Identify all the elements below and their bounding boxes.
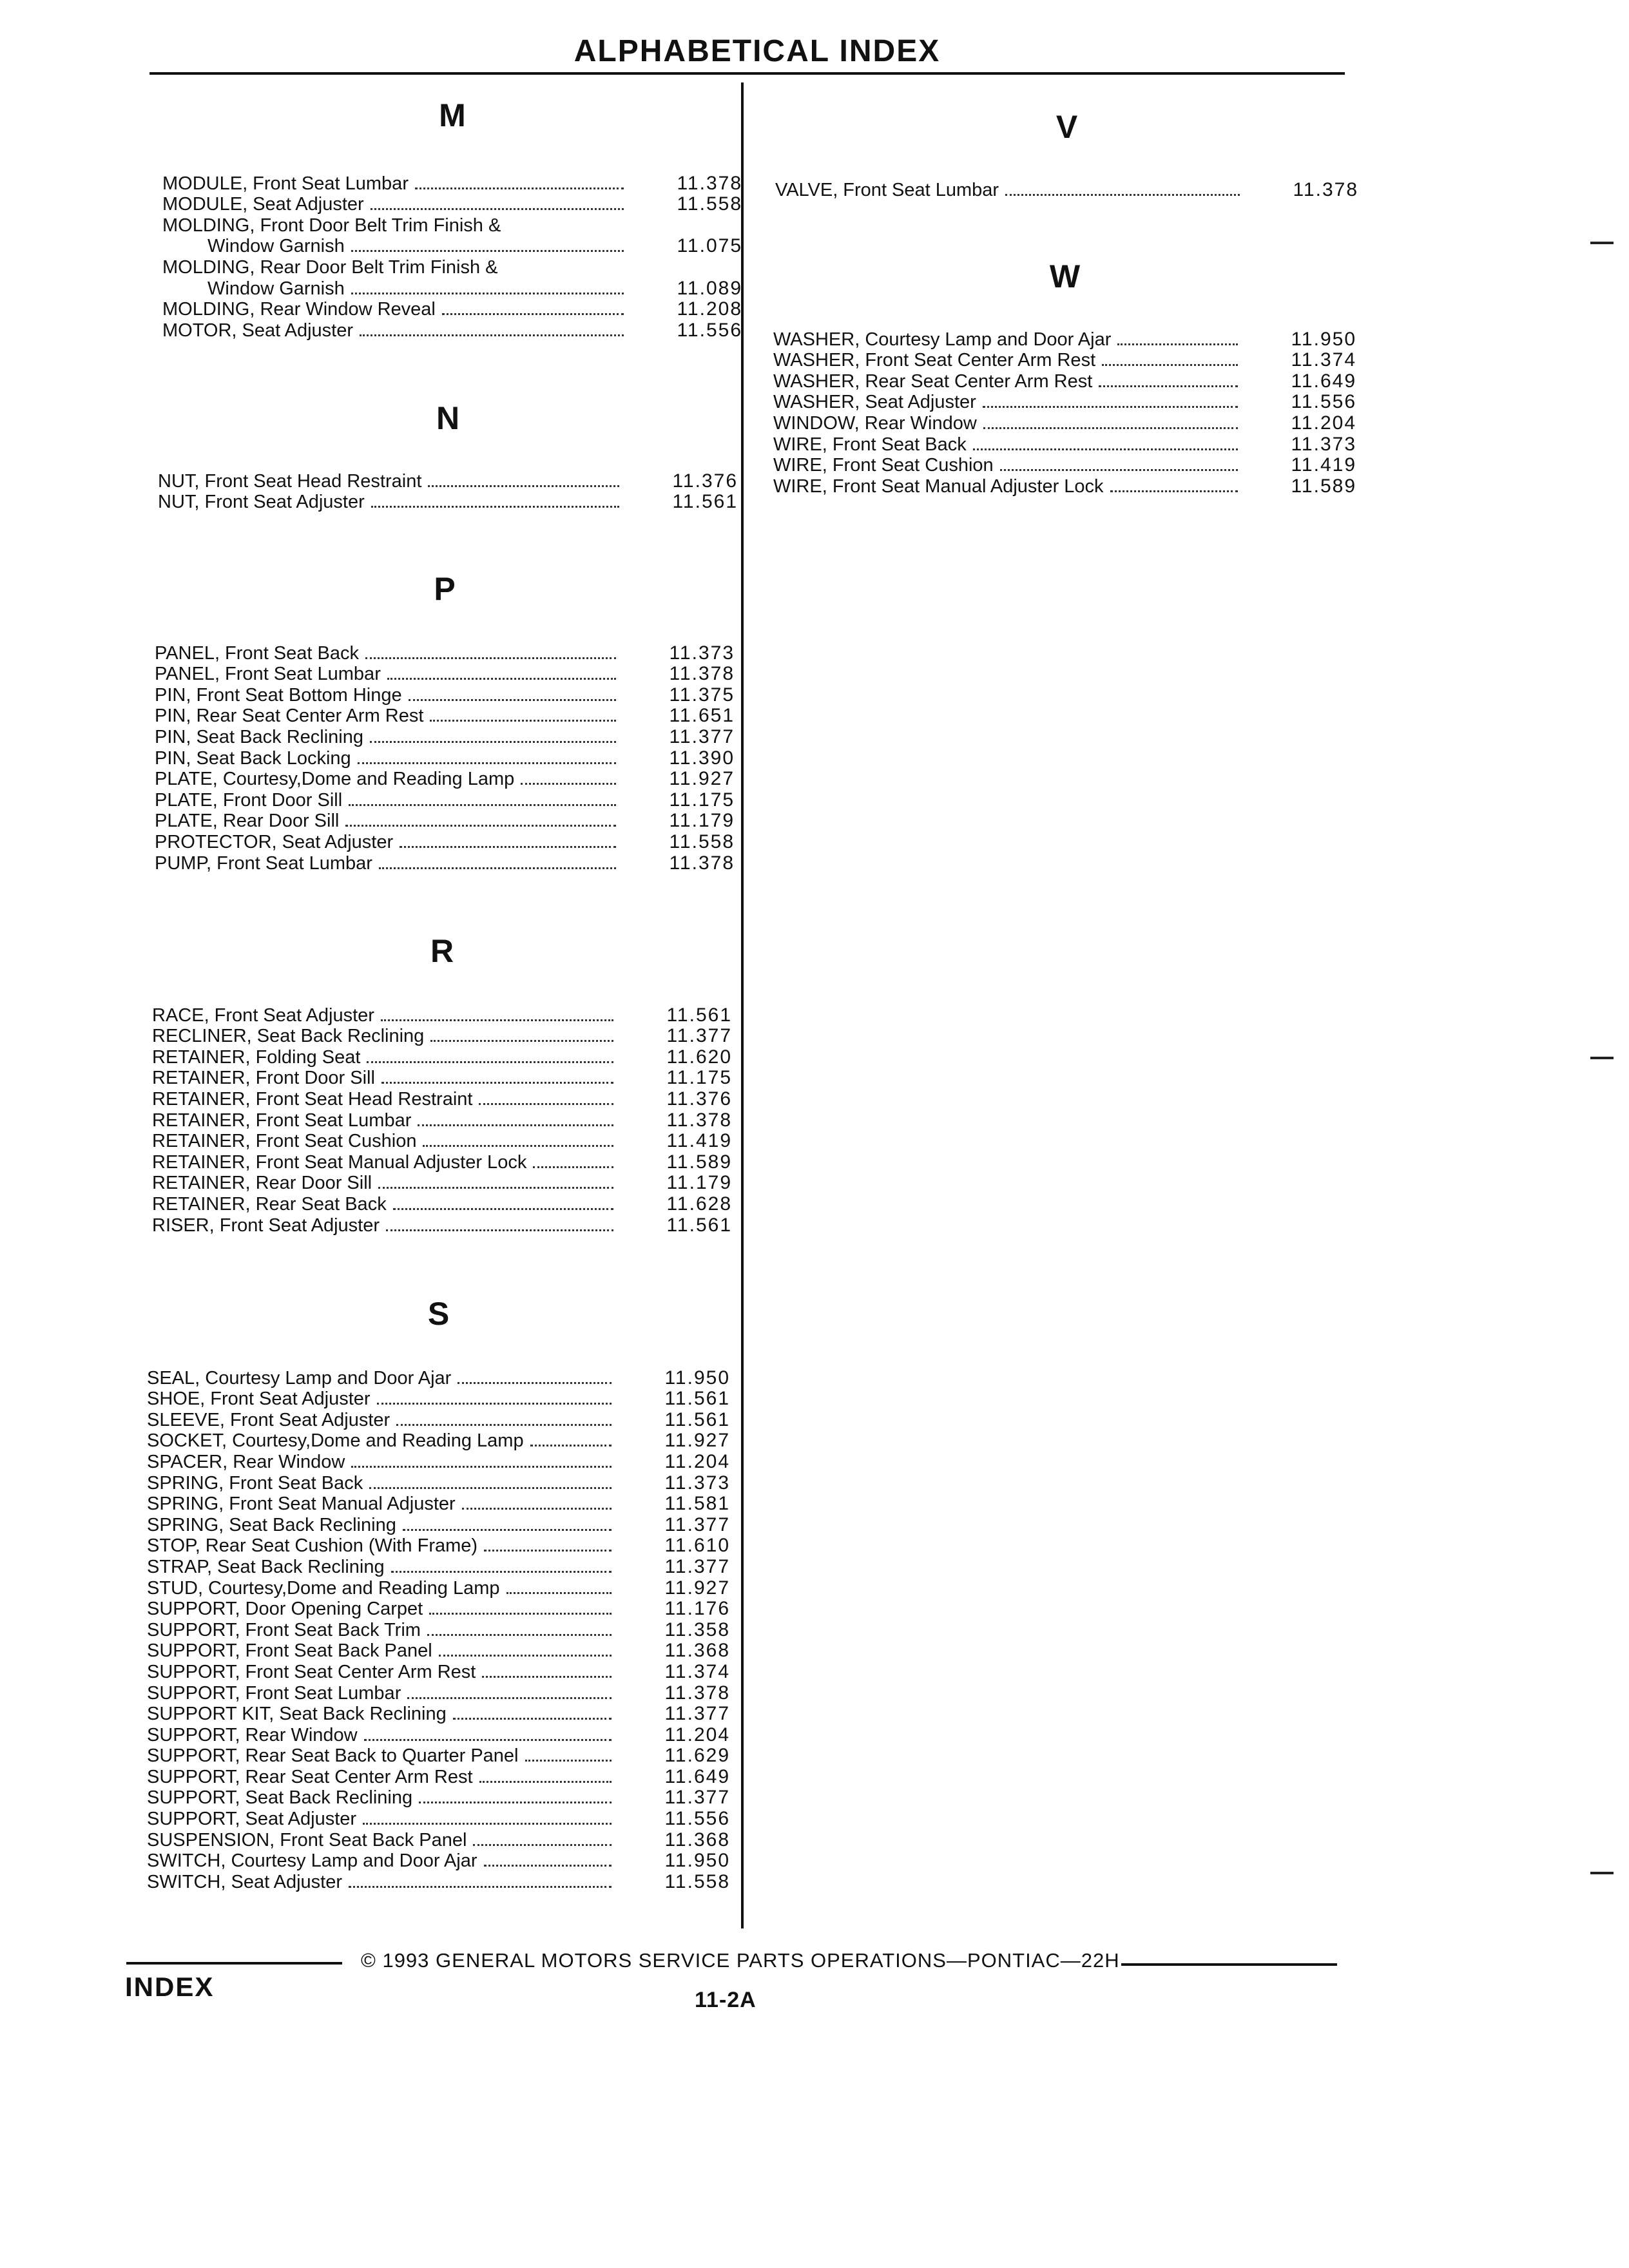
entry-label: WASHER, Front Seat Center Arm Rest (773, 350, 1096, 371)
entry-page-ref: 11.561 (672, 491, 738, 513)
index-entry (152, 1046, 732, 1068)
entry-label: PIN, Seat Back Reclining (155, 726, 363, 747)
dot-leader (403, 1529, 612, 1531)
entry-page-ref: 11.374 (1291, 349, 1356, 371)
index-entry (155, 789, 735, 811)
entry-page-ref: 11.179 (669, 810, 735, 832)
dot-leader (377, 1403, 612, 1405)
index-entry (152, 1110, 732, 1131)
dot-leader (521, 783, 616, 785)
entry-list (152, 1004, 732, 1236)
index-entry (773, 350, 1356, 371)
entry-label: MOLDING, Front Door Belt Trim Finish & (162, 215, 501, 236)
index-entry (155, 769, 735, 790)
entry-page-ref: 11.581 (664, 1493, 730, 1515)
footer-rule-left (126, 1962, 342, 1965)
entry-page-ref: 11.368 (664, 1640, 730, 1662)
dot-leader (369, 1487, 612, 1489)
entry-label: RETAINER, Folding Seat (152, 1046, 361, 1068)
dot-leader (430, 720, 616, 722)
column-divider (741, 82, 744, 1928)
index-entry (147, 1472, 730, 1494)
index-entry (162, 256, 742, 278)
entry-page-ref: 11.589 (1291, 475, 1356, 497)
index-entry (147, 1451, 730, 1472)
index-entry (155, 811, 735, 832)
dot-leader (349, 1886, 612, 1888)
dot-leader (351, 250, 624, 252)
entry-page-ref: 11.927 (664, 1430, 730, 1452)
entry-label: STUD, Courtesy,Dome and Reading Lamp (147, 1577, 500, 1599)
entry-label: PROTECTOR, Seat Adjuster (155, 831, 394, 852)
dot-leader (484, 1865, 612, 1867)
index-entry (162, 194, 742, 215)
dot-leader (530, 1445, 612, 1446)
entry-label: WASHER, Courtesy Lamp and Door Ajar (773, 329, 1112, 350)
entry-label: RETAINER, Rear Seat Back (152, 1193, 387, 1215)
section-letter: N (436, 400, 460, 436)
entry-page-ref: 11.373 (1291, 433, 1356, 455)
entry-label: PANEL, Front Seat Back (155, 642, 359, 664)
entry-label: SUPPORT, Rear Seat Back to Quarter Panel (147, 1745, 519, 1767)
index-entry (147, 1430, 730, 1452)
dot-leader (364, 1739, 612, 1741)
index-entry (147, 1577, 730, 1599)
dot-leader (439, 1655, 612, 1657)
index-entry (147, 1745, 730, 1767)
index-entry (773, 329, 1356, 350)
entry-page-ref: 11.204 (664, 1724, 730, 1745)
dot-leader (371, 208, 624, 210)
dot-leader (533, 1166, 613, 1168)
dot-leader (473, 1844, 612, 1846)
entry-page-ref: 11.378 (664, 1682, 730, 1704)
dot-leader (1000, 469, 1238, 471)
entry-label: RETAINER, Rear Door Sill (152, 1173, 372, 1194)
index-entry (162, 236, 742, 257)
dot-leader (419, 1802, 612, 1803)
index-entry (155, 664, 735, 685)
entry-page-ref: 11.375 (669, 684, 735, 706)
entry-list (155, 642, 735, 874)
index-entry (155, 706, 735, 727)
entry-page-ref: 11.377 (664, 1514, 730, 1535)
entry-label: PANEL, Front Seat Lumbar (155, 664, 381, 685)
dot-leader (423, 1145, 613, 1147)
entry-page-ref: 11.927 (669, 768, 735, 790)
entry-label: SPRING, Seat Back Reclining (147, 1514, 396, 1535)
index-entry (162, 299, 742, 320)
index-entry (155, 642, 735, 664)
index-entry (152, 1131, 732, 1152)
dot-leader (458, 1382, 612, 1384)
index-entry (147, 1640, 730, 1662)
section-letter: S (427, 1296, 450, 1332)
entry-page-ref: 11.377 (664, 1703, 730, 1725)
dot-leader (453, 1718, 612, 1720)
entry-label: SPRING, Front Seat Manual Adjuster (147, 1494, 456, 1515)
index-entry (147, 1871, 730, 1892)
entry-label: SLEEVE, Front Seat Adjuster (147, 1409, 390, 1430)
entry-label: WIRE, Front Seat Cushion (773, 455, 994, 476)
dot-leader (360, 334, 624, 336)
index-entry (152, 1215, 732, 1236)
entry-page-ref: 11.556 (677, 319, 742, 341)
entry-label: NUT, Front Seat Head Restraint (158, 470, 422, 492)
margin-tick-mark (1590, 1057, 1614, 1059)
entry-page-ref: 11.378 (1293, 178, 1358, 200)
entry-page-ref: 11.950 (664, 1367, 730, 1389)
entry-list (773, 329, 1356, 497)
dot-leader (429, 1613, 612, 1615)
index-entry (155, 684, 735, 706)
index-entry (162, 278, 742, 299)
entry-label: RETAINER, Front Seat Manual Adjuster Lock (152, 1151, 527, 1173)
dot-leader (379, 867, 616, 869)
dot-leader (983, 427, 1238, 429)
entry-page-ref: 11.620 (666, 1046, 732, 1068)
entry-label: MOLDING, Rear Door Belt Trim Finish & (162, 256, 498, 278)
index-entry (147, 1599, 730, 1620)
dot-leader (506, 1592, 612, 1594)
entry-page-ref: 11.950 (1291, 328, 1356, 350)
dot-leader (430, 1040, 613, 1042)
entry-label: SWITCH, Seat Adjuster (147, 1871, 342, 1892)
index-entry (147, 1494, 730, 1515)
index-entry (147, 1787, 730, 1809)
index-entry (773, 476, 1356, 497)
entry-label: SUPPORT, Rear Seat Center Arm Rest (147, 1766, 473, 1787)
entry-label: WASHER, Rear Seat Center Arm Rest (773, 370, 1093, 392)
section-letter: M (439, 97, 466, 133)
dot-leader (428, 485, 619, 487)
dot-leader (484, 1550, 612, 1552)
index-entry (152, 1004, 732, 1026)
entry-label: SEAL, Courtesy Lamp and Door Ajar (147, 1367, 452, 1389)
dot-leader (418, 1124, 613, 1126)
dot-leader (525, 1760, 612, 1762)
dot-leader (363, 1823, 612, 1825)
entry-list (775, 179, 1358, 200)
dot-leader (479, 1103, 613, 1105)
index-entry (152, 1151, 732, 1173)
index-entry (152, 1026, 732, 1047)
dot-leader (415, 187, 624, 189)
entry-label: SUPPORT, Front Seat Back Trim (147, 1619, 421, 1640)
index-entry (158, 492, 738, 513)
entry-label: RETAINER, Front Seat Lumbar (152, 1110, 412, 1131)
index-entry (155, 852, 735, 874)
entry-page-ref: 11.374 (664, 1660, 730, 1682)
dot-leader (345, 825, 616, 827)
entry-page-ref: 11.204 (664, 1450, 730, 1472)
entry-page-ref: 11.950 (664, 1850, 730, 1872)
index-entry (155, 747, 735, 769)
dot-leader (1099, 385, 1238, 387)
index-entry (147, 1829, 730, 1850)
dot-leader (381, 1082, 613, 1084)
dot-leader (462, 1508, 612, 1510)
entry-label: WIRE, Front Seat Back (773, 434, 967, 455)
section-letter: R (430, 933, 454, 969)
dot-leader (391, 1571, 612, 1573)
entry-page-ref: 11.075 (677, 235, 742, 257)
entry-label: SUPPORT KIT, Seat Back Reclining (147, 1704, 447, 1725)
entry-page-ref: 11.378 (669, 852, 735, 874)
entry-page-ref: 11.651 (669, 705, 735, 727)
index-entry (162, 173, 742, 194)
index-entry (147, 1808, 730, 1829)
index-entry (152, 1193, 732, 1215)
entry-label: SPACER, Rear Window (147, 1451, 345, 1472)
dot-leader (479, 1781, 612, 1783)
index-entry (147, 1724, 730, 1745)
entry-page-ref: 11.089 (677, 277, 742, 299)
section-letter: P (434, 571, 456, 607)
entry-label: STOP, Rear Seat Cushion (With Frame) (147, 1535, 478, 1557)
entry-label: SUPPORT, Seat Back Reclining (147, 1787, 413, 1809)
entry-page-ref: 11.419 (666, 1130, 732, 1152)
index-entry (147, 1556, 730, 1577)
entry-label: RACE, Front Seat Adjuster (152, 1004, 374, 1026)
index-entry (155, 726, 735, 747)
entry-page-ref: 11.629 (664, 1745, 730, 1767)
entry-label: Window Garnish (207, 278, 345, 299)
dot-leader (387, 678, 616, 680)
index-entry (147, 1704, 730, 1725)
entry-label: SUPPORT, Seat Adjuster (147, 1809, 357, 1830)
entry-page-ref: 11.927 (664, 1577, 730, 1599)
dot-leader (370, 741, 616, 743)
entry-label: MODULE, Front Seat Lumbar (162, 173, 409, 194)
index-entry (147, 1514, 730, 1535)
entry-page-ref: 11.378 (677, 172, 742, 194)
index-entry (147, 1850, 730, 1872)
entry-page-ref: 11.376 (666, 1088, 732, 1110)
index-entry (147, 1389, 730, 1410)
dot-leader (371, 506, 619, 508)
index-entry (162, 320, 742, 341)
entry-page-ref: 11.561 (666, 1214, 732, 1236)
index-entry (773, 412, 1356, 434)
entry-page-ref: 11.556 (1291, 391, 1356, 413)
dot-leader (1102, 364, 1238, 366)
entry-page-ref: 11.204 (1291, 412, 1356, 434)
index-entry (152, 1088, 732, 1110)
entry-label: WASHER, Seat Adjuster (773, 392, 976, 413)
entry-label: WINDOW, Rear Window (773, 412, 977, 434)
entry-label: RECLINER, Seat Back Reclining (152, 1026, 425, 1047)
entry-page-ref: 11.628 (666, 1193, 732, 1215)
entry-page-ref: 11.377 (666, 1025, 732, 1047)
entry-label: PIN, Rear Seat Center Arm Rest (155, 706, 424, 727)
entry-page-ref: 11.649 (1291, 370, 1356, 392)
entry-page-ref: 11.378 (666, 1109, 732, 1131)
index-entry (158, 470, 738, 492)
index-entry (147, 1535, 730, 1557)
entry-page-ref: 11.377 (664, 1787, 730, 1809)
dot-leader (351, 293, 624, 294)
entry-label: SHOE, Front Seat Adjuster (147, 1389, 371, 1410)
entry-label: WIRE, Front Seat Manual Adjuster Lock (773, 476, 1104, 497)
dot-leader (973, 448, 1238, 450)
entry-label: PIN, Front Seat Bottom Hinge (155, 684, 402, 706)
entry-label: SUPPORT, Front Seat Back Panel (147, 1640, 432, 1662)
entry-page-ref: 11.558 (677, 193, 742, 215)
entry-label: PLATE, Front Door Sill (155, 789, 343, 811)
entry-page-ref: 11.561 (664, 1388, 730, 1410)
index-entry (147, 1409, 730, 1430)
entry-label: SPRING, Front Seat Back (147, 1472, 363, 1494)
dot-leader (442, 313, 624, 315)
footer-rule-right (1121, 1963, 1337, 1966)
entry-label: SUPPORT, Front Seat Center Arm Rest (147, 1661, 476, 1682)
dot-leader (1005, 194, 1240, 196)
dot-leader (393, 1208, 613, 1210)
dot-leader (1110, 490, 1238, 492)
entry-label: NUT, Front Seat Adjuster (158, 492, 365, 513)
entry-label: SOCKET, Courtesy,Dome and Reading Lamp (147, 1430, 524, 1452)
section-letter: V (1055, 109, 1078, 145)
index-entry (152, 1173, 732, 1194)
margin-tick-mark (1590, 242, 1614, 244)
dot-leader (482, 1676, 612, 1678)
entry-label: SUPPORT, Door Opening Carpet (147, 1599, 423, 1620)
index-entry (162, 215, 742, 236)
entry-label: SUPPORT, Front Seat Lumbar (147, 1682, 401, 1704)
entry-page-ref: 11.558 (669, 831, 735, 852)
dot-leader (381, 1019, 613, 1021)
index-entry (775, 179, 1358, 200)
entry-page-ref: 11.558 (664, 1870, 730, 1892)
header-rule (149, 72, 1345, 75)
entry-page-ref: 11.561 (664, 1408, 730, 1430)
dot-leader (427, 1634, 612, 1636)
dot-leader (351, 1466, 612, 1468)
index-entry (773, 434, 1356, 455)
dot-leader (365, 657, 616, 659)
entry-page-ref: 11.358 (664, 1619, 730, 1640)
dot-leader (386, 1229, 613, 1231)
entry-page-ref: 11.373 (669, 642, 735, 664)
entry-page-ref: 11.176 (664, 1598, 730, 1620)
margin-tick-mark (1590, 1872, 1614, 1874)
entry-page-ref: 11.368 (664, 1829, 730, 1850)
dot-leader (349, 804, 616, 806)
index-entry (773, 370, 1356, 392)
index-entry (155, 831, 735, 852)
index-entry (147, 1682, 730, 1704)
index-entry (773, 455, 1356, 476)
entry-page-ref: 11.556 (664, 1808, 730, 1830)
entry-label: SWITCH, Courtesy Lamp and Door Ajar (147, 1850, 477, 1872)
entry-label: MOTOR, Seat Adjuster (162, 320, 354, 341)
index-entry (773, 392, 1356, 413)
index-entry (152, 1068, 732, 1089)
entry-label: MODULE, Seat Adjuster (162, 194, 364, 215)
entry-label: STRAP, Seat Back Reclining (147, 1556, 385, 1577)
entry-page-ref: 11.589 (666, 1151, 732, 1173)
dot-leader (396, 1424, 612, 1426)
entry-label: Window Garnish (207, 236, 345, 257)
entry-list (147, 1367, 730, 1892)
dot-leader (409, 699, 616, 701)
entry-label: PLATE, Rear Door Sill (155, 811, 340, 832)
footer-page-number: 11-2A (695, 1988, 757, 2012)
index-entry (147, 1619, 730, 1640)
dot-leader (378, 1187, 613, 1189)
index-entry (147, 1766, 730, 1787)
entry-label: RETAINER, Front Seat Head Restraint (152, 1088, 473, 1110)
entry-label: RETAINER, Front Door Sill (152, 1068, 375, 1089)
entry-label: PLATE, Courtesy,Dome and Reading Lamp (155, 769, 515, 790)
entry-page-ref: 11.179 (666, 1172, 732, 1194)
entry-page-ref: 11.377 (664, 1555, 730, 1577)
entry-page-ref: 11.373 (664, 1472, 730, 1494)
dot-leader (358, 762, 616, 764)
entry-page-ref: 11.561 (666, 1004, 732, 1026)
page-title: ALPHABETICAL INDEX (574, 34, 941, 68)
index-entry (147, 1367, 730, 1389)
entry-label: RETAINER, Front Seat Cushion (152, 1131, 417, 1152)
dot-leader (367, 1061, 613, 1063)
footer-copyright: © 1993 GENERAL MOTORS SERVICE PARTS OPERATIONS—PONTIAC—22H (361, 1949, 1120, 1972)
entry-page-ref: 11.208 (677, 298, 742, 320)
entry-page-ref: 11.376 (672, 470, 738, 492)
entry-label: VALVE, Front Seat Lumbar (775, 179, 999, 200)
entry-page-ref: 11.378 (669, 663, 735, 685)
footer-section-label: INDEX (125, 1972, 215, 2002)
entry-label: MOLDING, Rear Window Reveal (162, 299, 436, 320)
entry-label: RISER, Front Seat Adjuster (152, 1215, 380, 1236)
index-entry (147, 1661, 730, 1682)
entry-label: PIN, Seat Back Locking (155, 747, 351, 769)
dot-leader (400, 846, 616, 848)
entry-page-ref: 11.175 (669, 789, 735, 811)
section-letter: W (1049, 258, 1081, 294)
entry-page-ref: 11.175 (666, 1067, 732, 1089)
entry-label: SUSPENSION, Front Seat Back Panel (147, 1829, 467, 1850)
entry-page-ref: 11.419 (1291, 454, 1356, 476)
dot-leader (407, 1697, 612, 1699)
entry-page-ref: 11.390 (669, 747, 735, 769)
dot-leader (1117, 343, 1238, 345)
entry-label: PUMP, Front Seat Lumbar (155, 852, 372, 874)
entry-page-ref: 11.610 (664, 1535, 730, 1557)
entry-label: SUPPORT, Rear Window (147, 1724, 358, 1745)
entry-list (158, 470, 738, 512)
dot-leader (983, 406, 1238, 408)
entry-list (162, 173, 742, 341)
entry-page-ref: 11.649 (664, 1765, 730, 1787)
entry-page-ref: 11.377 (669, 726, 735, 747)
